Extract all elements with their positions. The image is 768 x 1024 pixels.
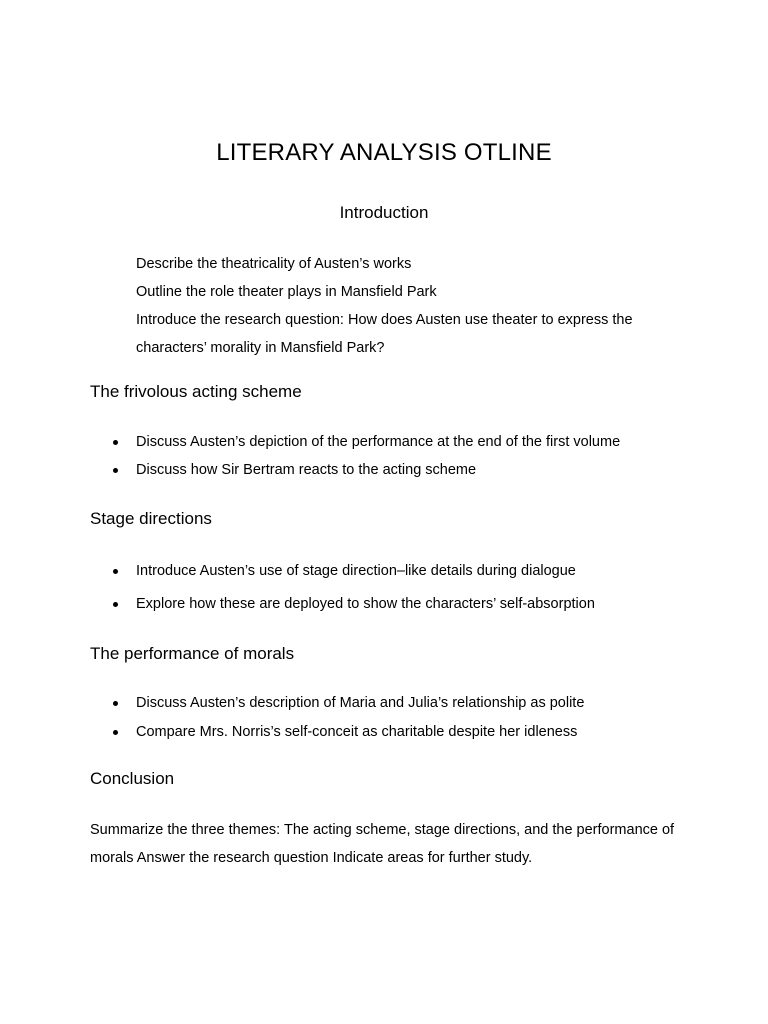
document-title: LITERARY ANALYSIS OTLINE xyxy=(216,139,552,166)
introduction-line: Introduce the research question: How does Austen use theater to express the xyxy=(136,312,633,328)
introduction-lines xyxy=(136,250,696,362)
section-bullets-acting-scheme xyxy=(90,428,710,484)
section-bullets-performance-of-morals xyxy=(90,689,710,747)
bullet-item: Introduce Austen’s use of stage direction–like details during dialogue xyxy=(90,555,710,588)
introduction-line: Outline the role theater plays in Mansfield Park xyxy=(136,284,437,300)
bullet-item: Discuss Austen’s depiction of the performance at the end of the first volume xyxy=(90,428,710,456)
section-bullets-stage-directions xyxy=(90,555,710,621)
introduction-heading: Introduction xyxy=(339,203,429,222)
section-heading-performance-of-morals: The performance of morals xyxy=(90,644,295,663)
section-heading-acting-scheme: The frivolous acting scheme xyxy=(90,382,302,401)
introduction-line: characters’ morality in Mansfield Park? xyxy=(136,340,385,356)
bullet-item: Discuss Austen’s description of Maria and Julia’s relationship as polite xyxy=(90,689,710,718)
bullet-item: Discuss how Sir Bertram reacts to the acting scheme xyxy=(90,456,710,484)
introduction-line: Describe the theatricality of Austen’s works xyxy=(136,256,412,272)
bullet-item: Explore how these are deployed to show the characters’ self-absorption xyxy=(90,588,710,621)
section-heading-stage-directions: Stage directions xyxy=(90,509,212,528)
bullet-item: Compare Mrs. Norris’s self-conceit as charitable despite her idleness xyxy=(90,718,710,747)
conclusion-heading: Conclusion xyxy=(90,769,175,788)
conclusion-paragraph: Summarize the three themes: The acting scheme, stage directions, and the performance of morals Answer the research question Indicate areas for further study. xyxy=(90,822,675,866)
